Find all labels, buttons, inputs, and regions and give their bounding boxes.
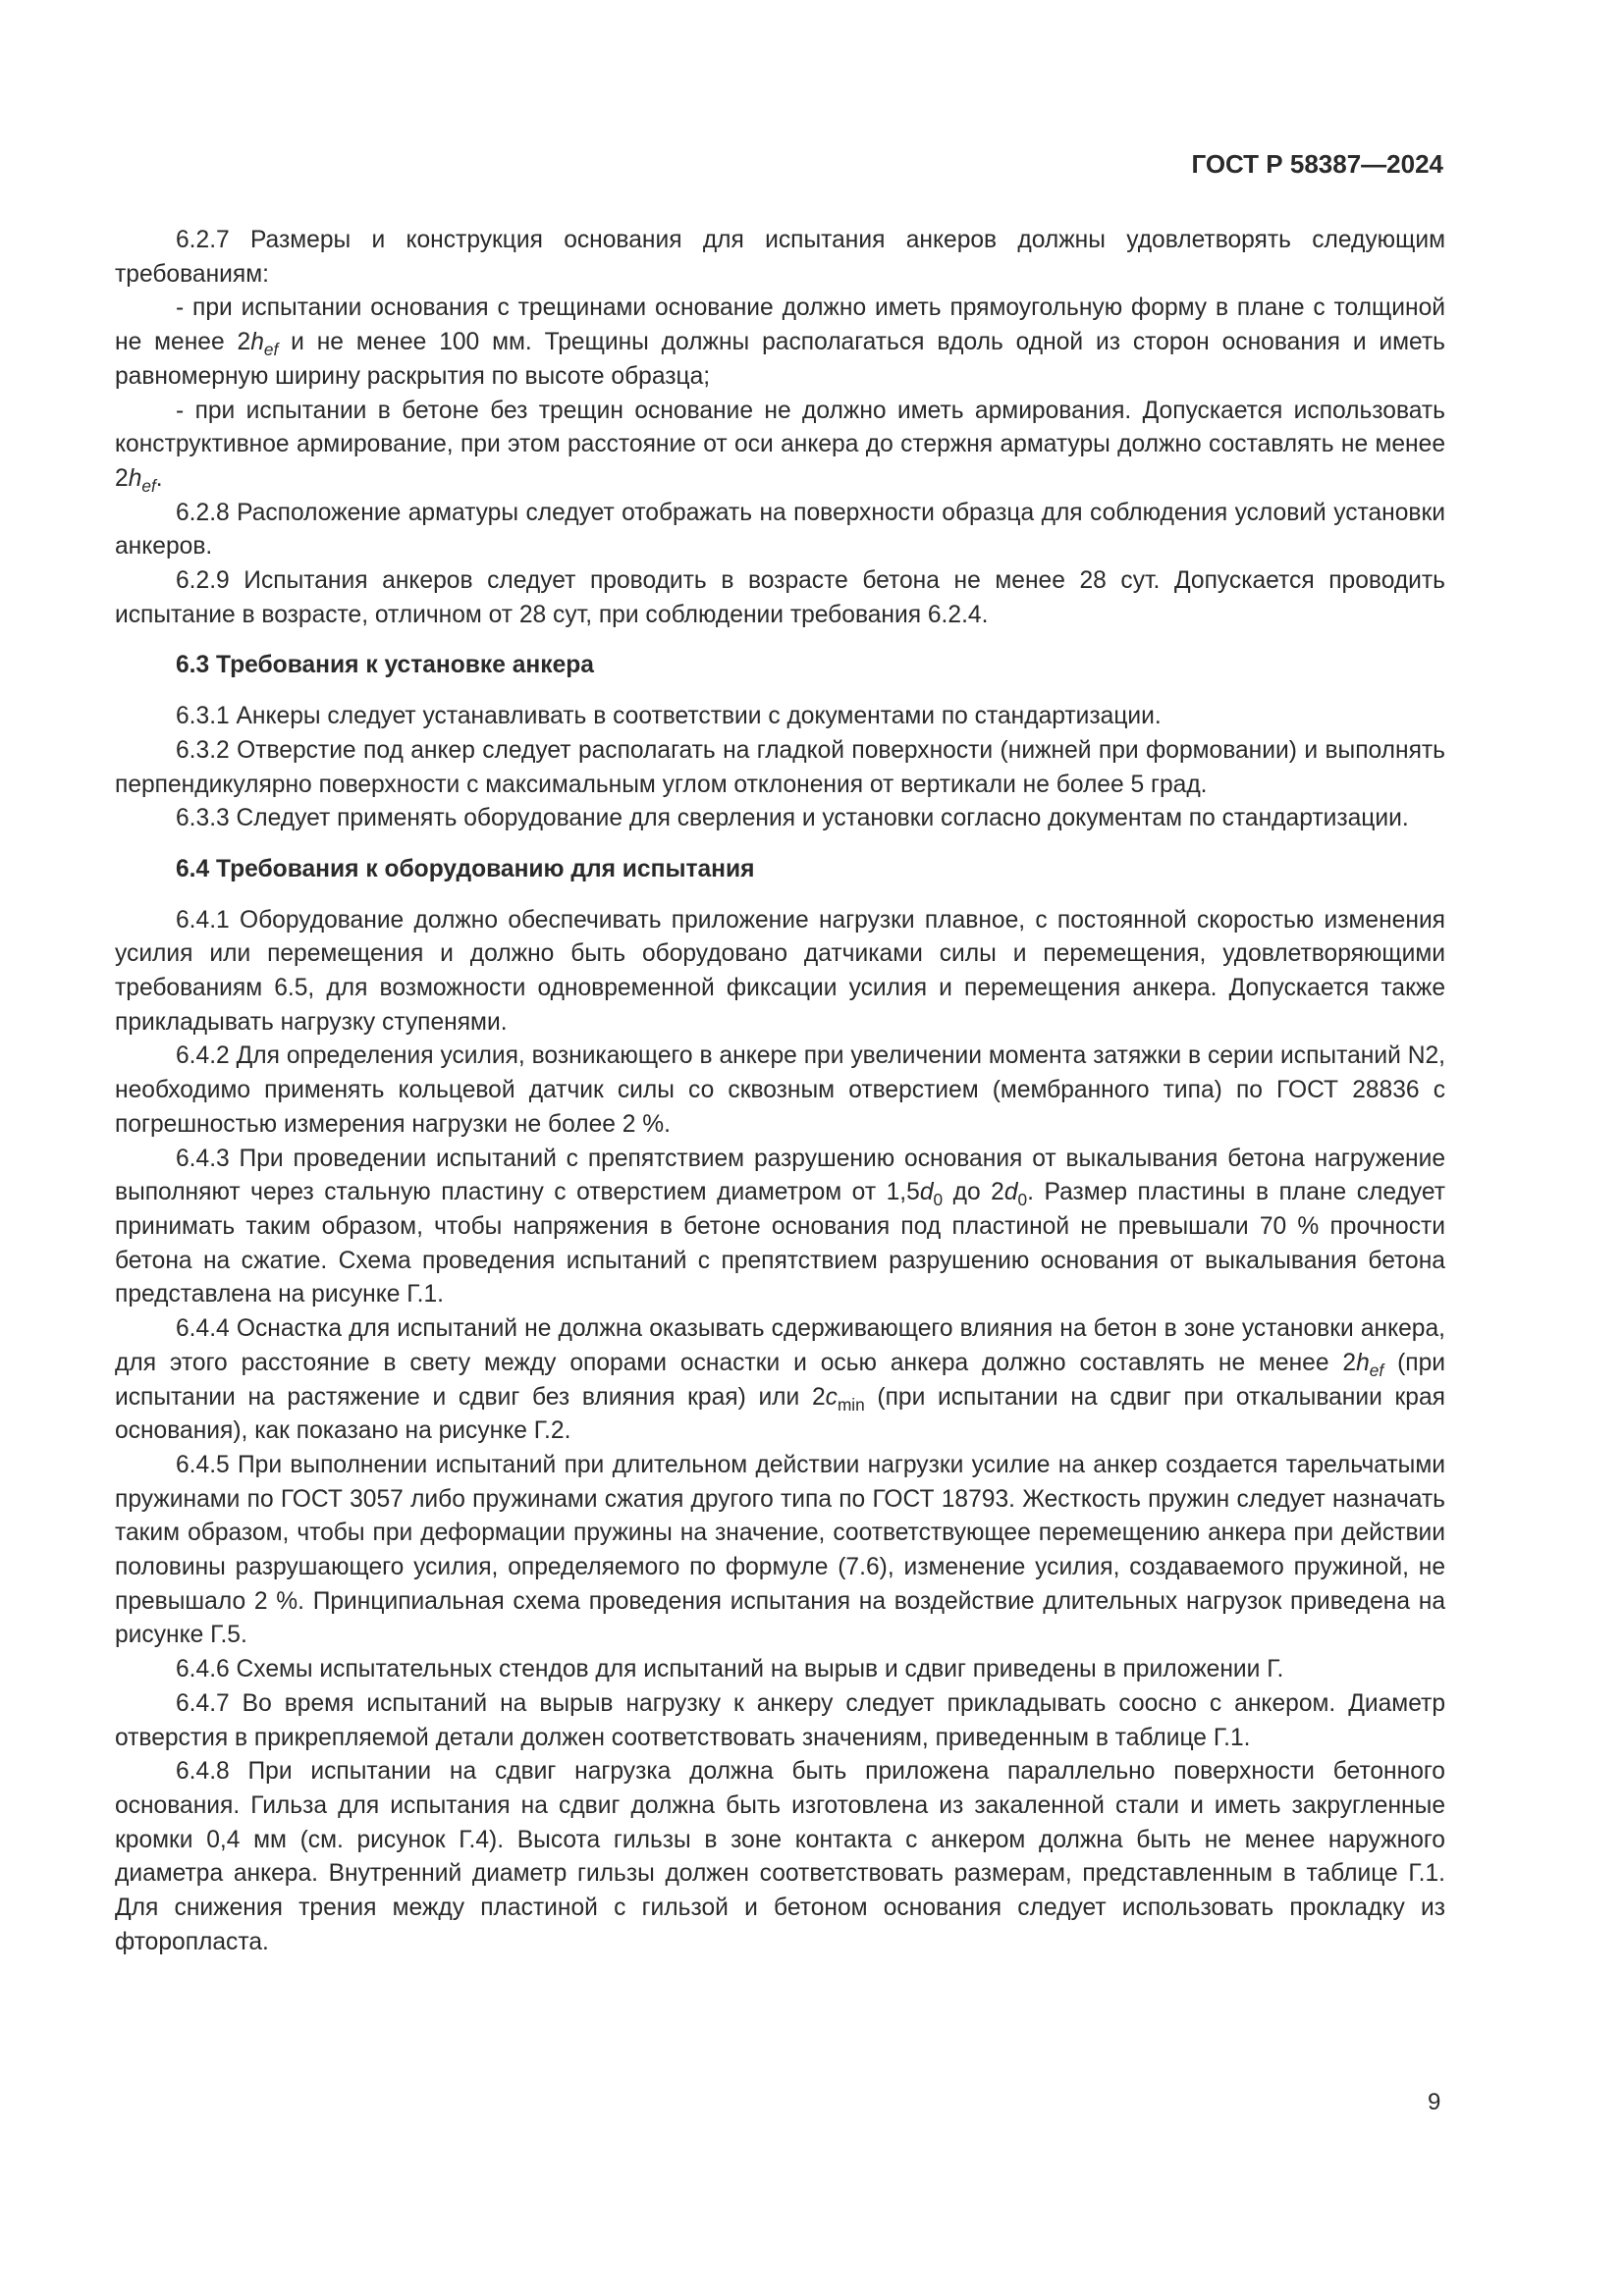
paragraph [115,700,1445,734]
paragraph [115,802,1445,836]
subscript: ef [1369,1360,1384,1380]
paragraph [115,395,1445,497]
paragraph [115,1449,1445,1653]
text-run: d [919,1179,934,1206]
paragraph [115,224,1445,292]
text-run: - при испытании основания с трещинами основание должно иметь прямоугольную форму в плане с толщиной не менее 2 [115,294,1445,356]
section-heading [115,649,1445,683]
text-run: . Размер пластины в плане следует принимать таким образом, чтобы напряжения в бетоне основания под пластиной не превышали 70 % прочности бетона на сжатие. Схема проведения испытаний с препятствием разрушению основания от выкалывания бетона представлена на рисунке Г.1. [115,1179,1446,1308]
subscript: 0 [933,1190,944,1210]
paragraph [115,292,1445,394]
paragraph [115,497,1445,564]
paragraph [115,1040,1445,1142]
text-run: h [1356,1349,1370,1376]
text-run: 6.4.8 При испытании на сдвиг нагрузка должна быть приложена параллельно поверхности бетонного основания. Гильза для испытания на сдвиг должна быть изготовлена из закаленной стали и иметь закругленные кромки 0,4 мм (см. рисунок Г.4). Высота гильзы в зоне контакта с анкером должна быть не менее наружного диаметра анкера. Внутренний диаметр гильзы должен соответствовать размерам, представленным в таблице Г.1. Для снижения трения между пластиной с гильзой и бетоном основания следует использовать прокладку из фторопласта. [115,1758,1445,1955]
paragraph [115,1653,1445,1687]
paragraph [115,904,1445,1041]
text-run: (при испытании на растяжение и сдвиг без влияния края) или 2 [115,1349,1445,1411]
text-run: 6.4.1 Оборудование должно обеспечивать приложение нагрузки плавное, с постоянной скоростью изменения усилия или перемещения и должно быть оборудовано датчиками силы и перемещения, удовлетворяющими требованиям 6.5, для возможности одновременной фиксации усилия и перемещения анкера. Допускается также прикладывать нагрузку ступенями. [115,906,1445,1036]
subscript: ef [141,475,156,496]
text-run: 6.2.9 Испытания анкеров следует проводить в возрасте бетона не менее 28 сут. Допускается проводить испытание в возрасте, отличном от 28 сут, при соблюдении требования 6.2.4. [115,567,1445,628]
text-run: h [128,464,142,492]
document-header-id: ГОСТ Р 58387—2024 [1191,149,1443,179]
text-run: 6.4.7 Во время испытаний на вырыв нагрузку к анкеру следует прикладывать соосно с анкером. Диаметр отверстия в прикрепляемой детали должен соответствовать значениям, приведенным в таблице Г.1. [115,1689,1445,1751]
paragraph [115,734,1445,802]
page-number: 9 [1428,2089,1441,2115]
paragraph [115,1312,1445,1449]
text-run: и не менее 100 мм. Трещины должны располагаться вдоль одной из сторон основания и иметь равномерную ширину раскрытия по высоте образца; [115,329,1445,390]
text-run: 6.4.3 При проведении испытаний с препятствием разрушению основания от выкалывания бетона нагружение выполняют через стальную пластину с отверстием диаметром от 1,5 [115,1145,1445,1206]
paragraph [115,1755,1445,1959]
text-run: до 2 [943,1179,1004,1206]
text-run: 6.2.8 Расположение арматуры следует отображать на поверхности образца для соблюдения условий установки анкеров. [115,499,1445,561]
subscript: min [837,1394,865,1415]
text-run: 6.4 Требования к оборудованию для испытания [176,855,755,882]
text-run: 6.4.4 Оснастка для испытаний не должна оказывать сдерживающего влияния на бетон в зоне установки анкера, для этого расстояние в свету между опорами оснастки и осью анкера должно составлять не менее 2 [115,1315,1445,1376]
paragraph [115,1687,1445,1755]
subscript: 0 [1017,1190,1028,1210]
text-run: . [155,464,163,492]
text-run: 6.3 Требования к установке анкера [176,652,594,679]
text-run: 6.3.1 Анкеры следует устанавливать в соответствии с документами по стандартизации. [176,703,1162,730]
text-run: - при испытании в бетоне без трещин основание не должно иметь армирования. Допускается использовать конструктивное армирование, при этом расстояние от оси анкера до стержня арматуры должно составлять не менее 2 [115,397,1445,492]
text-run: h [250,329,264,356]
text-run: 6.4.5 При выполнении испытаний при длительном действии нагрузки усилие на анкер создается тарельчатыми пружинами по ГОСТ 3057 либо пружинами сжатия другого типа по ГОСТ 18793. Жесткость пружин следует назначать таким образом, чтобы при деформации пружины на значение, соответствующее перемещению анкера при действии половины разрушающего усилия, определяемого по формуле (7.6), изменение усилия, создаваемого пружиной, не превышало 2 %. Принципиальная схема проведения испытания на воздействие длительных нагрузок приведена на рисунке Г.5. [115,1451,1445,1649]
text-run: (при испытании на сдвиг при откалывании края основания), как показано на рисунке Г.2. [115,1383,1445,1445]
paragraph [115,564,1445,632]
document-body [115,224,1445,1959]
text-run: 6.3.2 Отверстие под анкер следует располагать на гладкой поверхности (нижней при формовании) и выполнять перпендикулярно поверхности с максимальным углом отклонения от вертикали не более 5 град. [115,736,1445,798]
text-run: d [1003,1179,1018,1206]
subscript: ef [263,340,279,360]
text-run: 6.2.7 Размеры и конструкция основания для испытания анкеров должны удовлетворять следующим требованиям: [115,227,1445,288]
section-heading [115,853,1445,887]
text-run: 6.4.2 Для определения усилия, возникающего в анкере при увеличении момента затяжки в серии испытаний N2, необходимо применять кольцевой датчик силы со сквозным отверстием (мембранного типа) по ГОСТ 28836 с погрешностью измерения нагрузки не более 2 %. [115,1042,1445,1138]
text-run: 6.3.3 Следует применять оборудование для сверления и установки согласно документам по стандартизации. [176,805,1409,832]
paragraph [115,1143,1445,1313]
text-run: c [825,1383,838,1411]
text-run: 6.4.6 Схемы испытательных стендов для испытаний на вырыв и сдвиг приведены в приложении Г. [176,1656,1284,1683]
